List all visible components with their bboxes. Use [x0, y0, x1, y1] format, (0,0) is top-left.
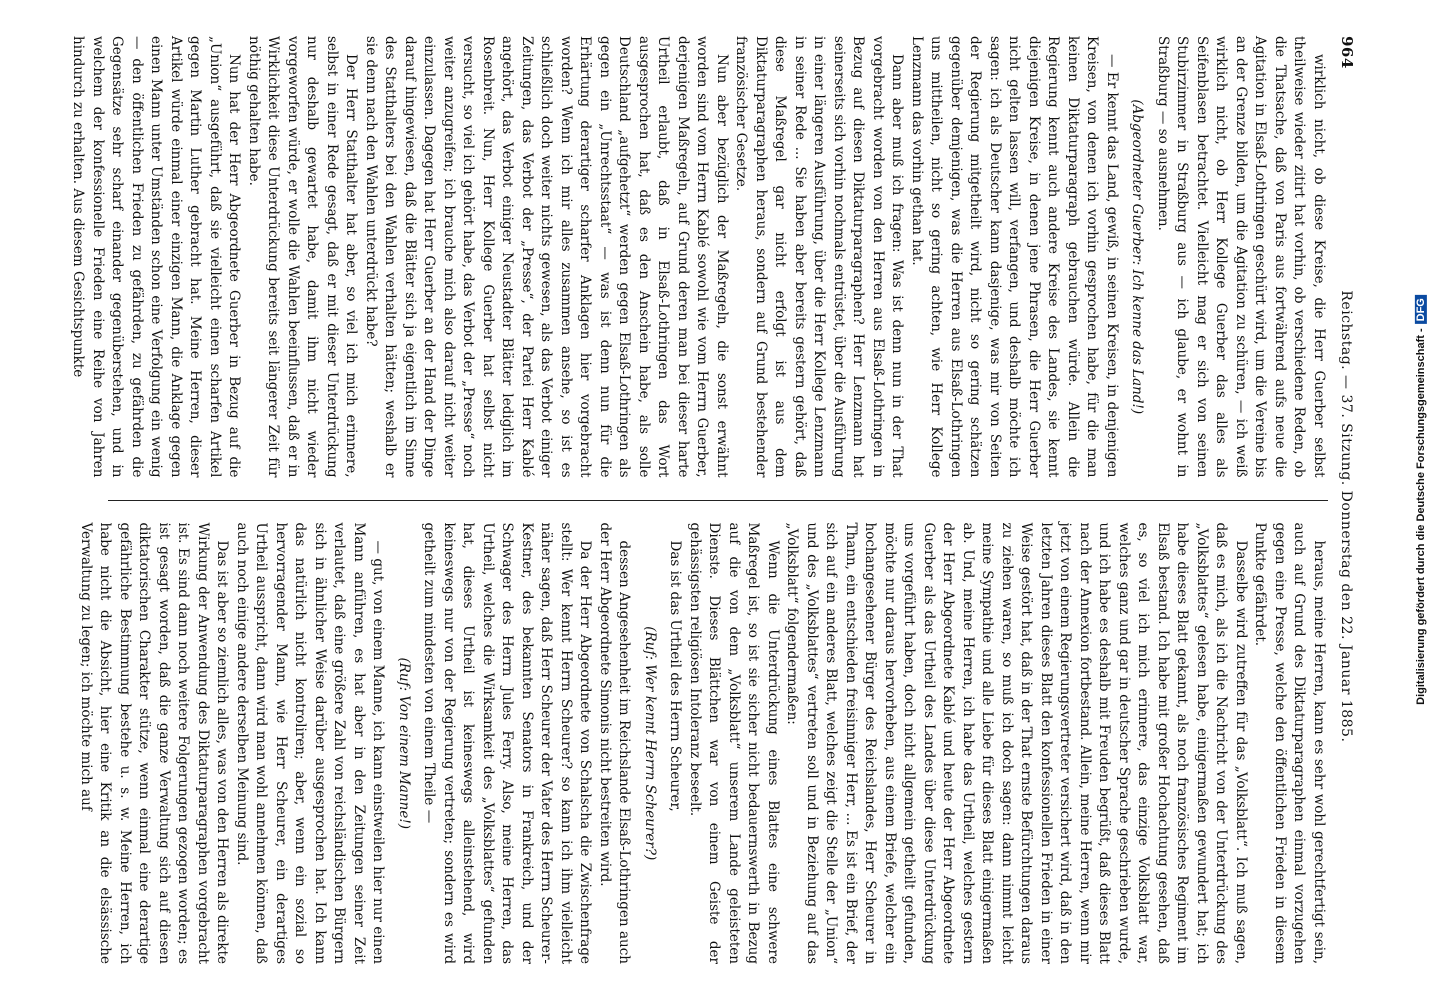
- paragraph: Da der Herr Abgeordnete von Schalscha die Zwischenfrage stellt: Wer kennt Herrn Scheurer? so kann ich ihm vielleicht näher sagen, daß Herr Scheurer der Vater des Herrn Scheurer-Kestner, des bekannten Senators in Frankreich, und der Schwager des Herrn Jules Ferry. Also, meine Herren, das Urtheil, welches die Wirksamkeit des „Volksblattes“ gefunden hat, dieses Urtheil ist keineswegs alleinstehend, wird keineswegs nur von der Regierung vertreten; sondern es wird getheilt zum mindesten von einem Theile —: [421, 522, 594, 964]
- right-column: [78, 522, 1328, 965]
- paragraph: Der Herr Statthalter hat aber, so viel ich mich erinnere, selbst in einer Rede gesagt, daß er mit dieser Unterdrückung nur deshalb gewartet habe, damit ihm nicht wieder vorgeworfen würde, er wolle die Wahlen beeinflussen, daß er in Wirklichkeit diese Unterdrückung bereits seit längerer Zeit für nöthig gehalten habe.: [246, 36, 360, 478]
- credit-text: Digitalisierung gefördert durch die Deutsche Forschungsgemeinschaft -: [1415, 328, 1427, 705]
- paragraph: Nun hat der Herr Abgeordnete Guerber in Bezug auf die „Union“ ausgeführt, daß sie vielleicht einen scharfen Artikel gegen Martin Luther gebracht hat. Meine Herren, dieser Artikel würde einmal einer einzigen Mann, die Anklage gegen einen Mann unter Umständen schon eine Verfolgung ein wenig — den öffentlichen Frieden zu gefährden, zu gefährden die Gegensätze sehr scharf einander gegenüberstehen, und in welchem der konfessionelle Frieden eine Reihe von Jahren hindurch zu erhalten. Aus diesem Gesichtspunkte: [70, 36, 243, 478]
- paragraph: — Er kennt das Land, gewiß, in seinen Kreisen, in denjenigen Kreisen, von denen ich vorhin gesprochen habe, für die man keinen Diktaturparagraph gebrauchen würde. Allein die Regierung kennt auch andere Kreise des Landes, sie kennt diejenigen Kreise, in denen jene Phrasen, die Herr Guerber nicht gelten lassen will, verfangen, und deshalb möchte ich sagen: ich als Deutscher kann dasjenige, was mir von Seiten der Regierung mitgetheilt wird, nicht so gering schätzen gegenüber demjenigen, was die Herren aus Elsaß-Lothringen uns mittheilen, nicht so gering achten, wie Herr Kollege Lenzmann das vorhin gethan hat.: [909, 36, 1120, 478]
- column-divider: [108, 500, 1328, 501]
- text-columns: [70, 36, 1328, 964]
- paragraph: heraus, meine Herren, kann es sehr wohl gerechtfertigt sein, auch auf Grund des Diktaturparagraphen einmal vorzugehen gegen eine Presse, welche den öffentlichen Frieden in diesem Punkte gefährdet.: [1252, 522, 1327, 964]
- digitization-credit: [1410, 0, 1432, 1000]
- paragraph: Nun aber bezüglich der Maßregeln, die sonst erwähnt worden sind vom Herrn Kablé sowohl wie vom Herrn Guerber, derjenigen Maßregeln, auf Grund deren man bei dieser harte Urtheil erlaubt, daß in Elsaß-Lothringen das Wort ausgesprochen hat, daß es den Anschein habe, als solle Deutschland „aufgehetzt“ werden gegen Elsaß-Lothringen als gegen ein „Unrechtsstaat“ — was ist denn nun für die Erhärtung derartiger scharfer Anklagen hier vorgebracht worden? Wenn ich mir alles zusammen ansehe, so ist es schließlich doch weiter nichts gewesen, als das Verbot einiger Zeitungen, das Verbot der „Presse“, der Partei Herr Kablé angehört, das Verbot einiger Neustadter Blätter lediglich im Rosenbreit. Nun, Herr Kollege Guerber hat selbst nicht versucht, so viel ich gehört habe, das Verbot der „Presse“ noch weiter anzugreifen; ich brauche mich also darauf nicht weiter einzulassen. Dagegen hat Herr Guerber an der Hand der Dinge darauf hingewiesen, daß die Blätter sich ja eigentlich im Sinne des Statthalters bei den Wahlen verhalten hätten; weshalb er sie denn nach den Wahlen unterdrückt habe?: [363, 36, 730, 478]
- page-header: [1338, 36, 1356, 964]
- dfg-logo: DFG: [1415, 295, 1427, 324]
- paragraph: dessen Angesehenheit im Reichslande Elsaß-Lothringen auch der Herr Abgeordnete Simonis nicht bestreiten wird.: [597, 522, 633, 964]
- page-number: 964: [1338, 36, 1356, 69]
- paragraph: Wenn die Unterdrückung eines Blattes eine schwere Maßregel ist, so ist sie sicher nicht bedauernswerth in Bezug auf die von dem „Volksblatt“ unserem Lande geleisteten Dienste. Dieses Blättchen war von einem Geiste der gehässigsten religiösen Intoleranz beseelt.: [687, 522, 781, 964]
- paragraph: Dann aber muß ich fragen: Was ist denn nun in der That vorgebracht worden von den Herren aus Elsaß-Lothringen in Bezug auf diesen Diktaturparagraphen? Herr Lenzmann hat seinerseits sich vorhin nochmals entrüstet, über die Ausführung in einer längeren Ausführung, über die Herr Kollege Lenzmann in seiner Rede ... Sie haben aber bereits gestern gehört, daß diese Maßregel gar nicht erfolgt ist aus dem Diktaturparagraphen heraus, sondern auf Grund bestehender französischer Gesetze.: [733, 36, 906, 478]
- page-title: Reichstag. — 37. Sitzung. Donnerstag den 22. Januar 1885.: [1338, 290, 1354, 743]
- paragraph: (Abgeordneter Guerber: Ich kenne das Land!): [1129, 99, 1146, 415]
- paragraph: (Ruf: Wer kennt Herrn Scheurer?): [642, 626, 658, 861]
- paragraph: wirklich nicht, ob diese Kreise, die Herr Guerber selbst theilweise wieder zitirt hat vorhin, ob verschiedene Reden, ob die Thatsache, daß von Paris aus fortwährend aufs neue die Agitation in Elsaß-Lothringen geschürt wird, um die Vereine bis an der Grenze bilden, um die Agitation zu schüren, — ich weiß wirklich nicht, ob Herr Kollege Guerber das alles als Seifenblasen betrachtet. Vielleicht mag er sich von seinen Stubirzimmer in Straßburg aus — ich glaube, er wohnt in Straßburg — so ausnehmen.: [1155, 36, 1327, 478]
- paragraph: — gut, von einem Manne, ich kann einstweilen hier nur einen Mann anführen, es hat aber in den Zeitungen seiner Zeit verlautet, daß eine größere Zahl von reichsländischen Bürgern sich in ähnlicher Weise darüber ausgesprochen hat. Ich kann das natürlich nicht kontroliren; aber, wenn ein sozial so hervorragender Mann, wie Herr Scheurer, ein derartiges Urtheil ausspricht, dann wird man wohl annehmen können, daß auch noch einige andere derselben Meinung sind.: [234, 522, 387, 964]
- paragraph: Das ist aber so ziemlich alles, was von den Herren als direkte Wirkung der Anwendung des Diktaturparagraphen vorgebracht ist. Es sind dann noch weitere Folgerungen gezogen worden; es ist gesagt worden, daß die ganze Verwaltung sich auf diesen diktatorischen Charakter stütze, wenn einmal eine derartige gefährliche Bestimmung bestehe u. s. w. Meine Herren, ich habe nicht die Absicht, hier eine Kritik an die elsässische Verwaltung zu legen; ich möchte mich auf: [78, 522, 231, 964]
- scanned-page: [56, 10, 1376, 990]
- paragraph: Das ist das Urtheil des Herrn Scheurer,: [667, 540, 684, 812]
- left-column: [70, 36, 1328, 478]
- paragraph: (Ruf: Von einem Manne!): [396, 657, 412, 830]
- paragraph: Dasselbe wird zutreffen für das „Volksblatt“. Ich muß sagen, daß es mich, als ich die Nachricht von der Unterdrückung des „Volksblattes“ gelesen habe, einigermaßen gewundert hat; ich habe dieses Blatt gekannt, als noch französisches Regiment im Elsaß bestand. Ich habe mit großer Hochachtung gesehen, daß es, so viel ich mich erinnere, das einzige Volksblatt war, welches ganz und gar in deutscher Sprache geschrieben wurde, und ich habe es deshalb mit Freuden begrüßt, daß dieses Blatt nach der Annexion fortbestand. Allein, meine Herren, wenn mir jetzt von einem Regierungsvertreter versichert wird, daß in den letzten Jahren dieses Blatt den konfessionellen Frieden in einer Weise gestört hat, daß in der That ernste Befürchtungen daraus zu ziehen waren, so muß ich doch sagen: dann nimmt leicht meine Sympathie und alle Liebe für dieses Blatt einigermaßen ab. Und, meine Herren, ich habe das Urtheil, welches gestern der Herr Abgeordnete Kablé und heute der Herr Abgeordnete Guerber als das Urtheil des Landes über diese Unterdrückung uns vorgeführt haben, doch nicht allgemein getheilt gefunden, möchte nur daraus hervorheben, aus einem Briefe, welcher ein hochangesehener Bürger des Reichslandes, Herr Scheurer in Thann, ein entschieden freisinniger Herr, ... Es ist ein Brief, der sich auf ein anderes Blatt, welches zeigt die Stelle der „Union“ und des „Volksblattes“ vertreten soll und in Beziehung auf das „Volksblatt“ folgendermaßen:: [784, 522, 1249, 964]
